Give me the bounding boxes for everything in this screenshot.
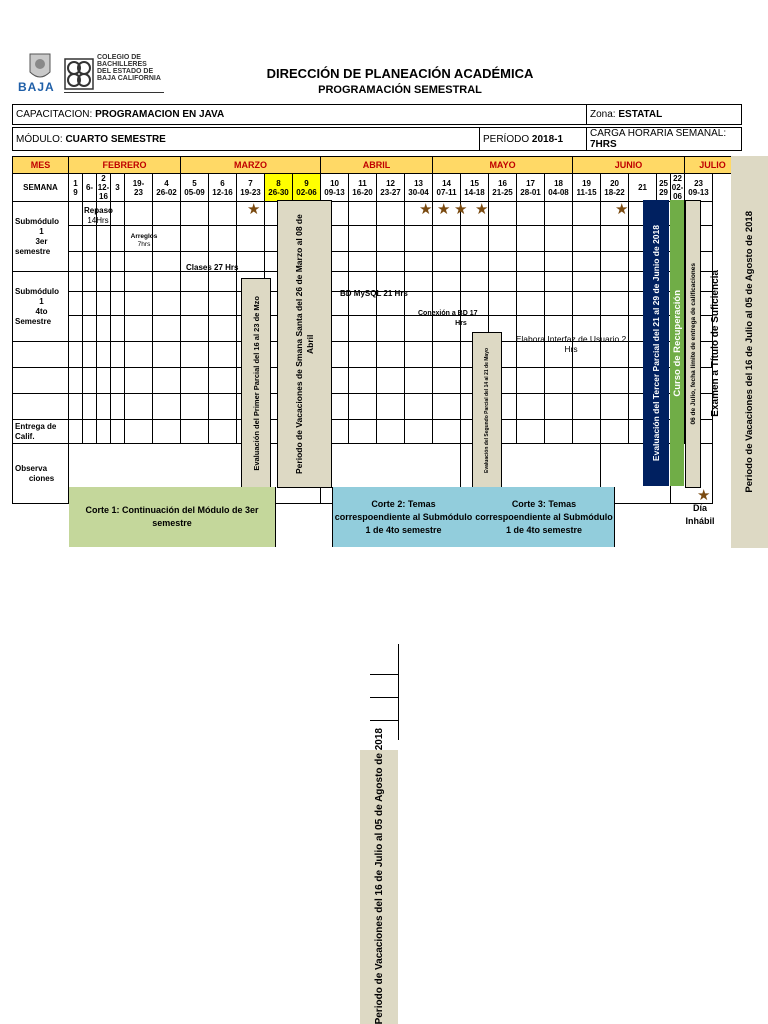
grid-cell xyxy=(83,316,97,342)
grid-cell xyxy=(545,202,573,226)
grid-cell xyxy=(517,202,545,226)
grid-cell xyxy=(181,394,209,420)
month-marzo: MARZO xyxy=(181,157,321,174)
grid-cell xyxy=(377,316,405,342)
grid-cell xyxy=(125,202,153,226)
grid-cell xyxy=(125,272,153,292)
grid-cell xyxy=(181,272,209,292)
grid-cell xyxy=(153,292,181,316)
eval-segundo-parcial: Evaluación del Segundo Parcial del 14 al 21 de Mayo xyxy=(472,332,502,488)
grid-cell xyxy=(573,292,601,316)
grid-cell xyxy=(181,420,209,444)
grid-cell xyxy=(489,202,517,226)
grid-cell xyxy=(405,368,433,394)
grid-cell xyxy=(349,394,377,420)
grid-cell xyxy=(377,420,405,444)
row-label-empty xyxy=(13,394,69,420)
grid-cell xyxy=(601,420,629,444)
grid-cell xyxy=(349,226,377,252)
week-cell: 20 18-22 xyxy=(601,174,629,202)
modulo-cell: MÓDULO: CUARTO SEMESTRE xyxy=(13,128,480,151)
curso-recuperacion: Curso de Recuperación xyxy=(670,200,684,486)
week-cell: 11 16-20 xyxy=(349,174,377,202)
eval-primer-parcial: Evaluación del Primer Parcial del 16 al 23 de Mzo xyxy=(241,278,271,488)
page-subtitle: PROGRAMACIÓN SEMESTRAL xyxy=(318,84,482,96)
grid-cell xyxy=(377,368,405,394)
examen-suficiencia: Examen a Título de Suficiencia xyxy=(709,269,721,417)
grid-cell xyxy=(209,368,237,394)
grid-cell xyxy=(573,394,601,420)
cobach-emblem-icon xyxy=(64,58,94,90)
mes-header: MES xyxy=(13,157,69,174)
grid-cell xyxy=(349,252,377,272)
week-cell: 1 9 xyxy=(69,174,83,202)
grid-cell xyxy=(433,394,461,420)
vacaciones-verano-page2: Periodo de Vacaciones del 16 de Julio al 05 de Agosto de 2018 xyxy=(360,750,398,1024)
grid-cell xyxy=(153,272,181,292)
corte-2: Corte 2: Temas correspoendiente al Submódulo 1 de 4to semestre xyxy=(332,487,475,547)
row-label-obs: Observa ciones xyxy=(13,444,69,504)
week-cell: 15 14-18 xyxy=(461,174,489,202)
grid-cell xyxy=(153,202,181,226)
grid-cell xyxy=(405,226,433,252)
grid-cell xyxy=(209,316,237,342)
grid-cell xyxy=(69,226,83,252)
grid-cell xyxy=(69,272,83,292)
grid-cell xyxy=(377,226,405,252)
grid-cell xyxy=(517,394,545,420)
grid-cell xyxy=(545,226,573,252)
grid-cell xyxy=(97,342,111,368)
grid-cell xyxy=(517,420,545,444)
week-cell: 23 09-13 xyxy=(685,174,713,202)
interfaz-label: Elabora Interfaz de Usuario 2 Hrs xyxy=(515,334,627,354)
grid-cell xyxy=(153,252,181,272)
grid-cell xyxy=(153,316,181,342)
page-title: DIRECCIÓN DE PLANEACIÓN ACADÉMICA xyxy=(266,66,534,81)
week-cell: 9 02-06 xyxy=(293,174,321,202)
grid-cell xyxy=(97,394,111,420)
grid-cell xyxy=(489,252,517,272)
week-cell: 4 26-02 xyxy=(153,174,181,202)
grid-cell xyxy=(349,368,377,394)
week-cell: 2 12-16 xyxy=(97,174,110,201)
bd-mysql-label: BD MySQL 21 Hrs xyxy=(340,289,408,298)
month-mayo: MAYO xyxy=(433,157,573,174)
month-abril: ABRIL xyxy=(321,157,433,174)
grid-cell xyxy=(573,368,601,394)
corte-3: Corte 3: Temas correspoendiente al Submódulo 1 de 4to semestre xyxy=(474,487,615,547)
logo-text: COLEGIO DE BACHILLERES DEL ESTADO DE BAJA CALIFORNIA xyxy=(97,54,161,82)
grid-cell xyxy=(545,252,573,272)
star-icon: ★ xyxy=(437,201,451,218)
grid-cell xyxy=(545,420,573,444)
grid-cell xyxy=(181,202,209,226)
week-cell: 19 11-15 xyxy=(573,174,601,202)
grid-cell xyxy=(517,252,545,272)
grid-cell xyxy=(69,394,83,420)
grid-cell xyxy=(111,226,125,252)
grid-cell xyxy=(405,252,433,272)
grid-cell xyxy=(349,420,377,444)
grid-cell xyxy=(489,272,517,292)
grid-cell xyxy=(125,420,153,444)
week-cell: 25 29 xyxy=(657,174,671,202)
month-febrero: FEBRERO xyxy=(69,157,181,174)
grid-cell xyxy=(69,252,83,272)
grid-cell xyxy=(125,394,153,420)
star-icon: ★ xyxy=(475,201,489,218)
week-cell: 21 xyxy=(629,174,657,202)
arreglos-label: Arreglos 7hrs xyxy=(130,233,158,248)
grid-cell xyxy=(83,342,97,368)
week-cell: 14 07-11 xyxy=(433,174,461,202)
grid-cell xyxy=(83,420,97,444)
grid-cell xyxy=(111,252,125,272)
grid-cell xyxy=(83,272,97,292)
conexion-label: Conexión a BD 17 Hrs xyxy=(418,310,478,327)
grid-cell xyxy=(111,420,125,444)
grid-cell xyxy=(545,394,573,420)
star-icon: ★ xyxy=(697,487,711,504)
grid-cell xyxy=(97,226,111,252)
grid-cell xyxy=(111,316,125,342)
month-julio: JULIO xyxy=(685,157,741,174)
grid-cell xyxy=(377,394,405,420)
star-icon: ★ xyxy=(419,201,433,218)
grid-cell xyxy=(97,272,111,292)
grid-cell xyxy=(377,342,405,368)
row-label-sub4: Submódulo 1 4to Semestre xyxy=(13,272,69,342)
grid-cell xyxy=(209,226,237,252)
grid-cell xyxy=(125,252,153,272)
grid-cell xyxy=(125,316,153,342)
grid-cell xyxy=(461,252,489,272)
grid-cell xyxy=(433,420,461,444)
grid-cell xyxy=(181,342,209,368)
grid-cell xyxy=(209,292,237,316)
week-cell: 5 05-09 xyxy=(181,174,209,202)
grid-cell xyxy=(125,292,153,316)
grid-cell xyxy=(209,342,237,368)
capacitacion-cell: CAPACITACION: PROGRAMACION EN JAVA xyxy=(13,105,587,125)
grid-cell xyxy=(111,272,125,292)
month-junio: JUNIO xyxy=(573,157,685,174)
grid-cell xyxy=(111,368,125,394)
grid-cell xyxy=(153,368,181,394)
grid-cell xyxy=(125,342,153,368)
grid-cell xyxy=(489,226,517,252)
schedule-grid xyxy=(12,156,741,504)
grid-cell xyxy=(83,226,97,252)
grid-cell xyxy=(69,420,83,444)
grid-cell xyxy=(181,226,209,252)
grid-cell xyxy=(153,394,181,420)
week-cell: 16 21-25 xyxy=(489,174,517,202)
grid-cell xyxy=(69,202,83,226)
grid-cell xyxy=(405,394,433,420)
grid-cell xyxy=(601,226,629,252)
grid-cell xyxy=(601,368,629,394)
info-table xyxy=(12,104,742,125)
week-cell: 6 12-16 xyxy=(209,174,237,202)
info-table-2 xyxy=(12,127,742,151)
semana-header: SEMANA xyxy=(13,174,69,202)
grid-cell xyxy=(69,342,83,368)
grid-cell xyxy=(433,368,461,394)
grid-cell xyxy=(433,272,461,292)
week-cell: 8 26-30 xyxy=(265,174,293,202)
repaso-label: Repaso 14Hrs xyxy=(84,206,113,225)
carga-cell: CARGA HORARIA SEMANAL: 7HRS xyxy=(587,128,742,151)
grid-cell xyxy=(209,202,237,226)
week-cell: 3 xyxy=(111,174,125,202)
grid-cell xyxy=(573,226,601,252)
grid-cell xyxy=(111,394,125,420)
row-label-empty xyxy=(13,368,69,394)
grid-cell xyxy=(83,292,97,316)
fecha-limite: 06 de Julio, fecha límite de entrega de calificaciones xyxy=(685,200,701,488)
grid-cell xyxy=(433,342,461,368)
logo-divider xyxy=(64,92,164,93)
grid-cell xyxy=(601,394,629,420)
grid-cell xyxy=(377,202,405,226)
grid-cell xyxy=(97,420,111,444)
grid-cell xyxy=(209,394,237,420)
grid-cell xyxy=(69,316,83,342)
grid-cell xyxy=(573,252,601,272)
brand-baja: BAJA xyxy=(18,80,55,94)
eval-tercer-parcial: Evaluación del Tercer Parcial del 21 al 29 de Junio de 2018 xyxy=(643,200,669,486)
grid-cell xyxy=(517,272,545,292)
grid-cell xyxy=(69,292,83,316)
grid-cell xyxy=(405,342,433,368)
grid-cell xyxy=(153,420,181,444)
grid-cell xyxy=(83,394,97,420)
logo xyxy=(16,50,64,94)
grid-cell xyxy=(573,272,601,292)
grid-cell xyxy=(83,252,97,272)
week-cell: 13 30-04 xyxy=(405,174,433,202)
grid-cell xyxy=(517,226,545,252)
grid-cell xyxy=(517,292,545,316)
clases-label: Clases 27 Hrs xyxy=(186,263,239,272)
week-cell: 22 02-06 xyxy=(671,174,684,201)
grid-cell xyxy=(433,252,461,272)
grid-cell xyxy=(349,316,377,342)
grid-cell xyxy=(125,368,153,394)
grid-cell xyxy=(111,342,125,368)
week-cell: 17 28-01 xyxy=(517,174,545,202)
grid-cell xyxy=(601,252,629,272)
grid-cell xyxy=(545,368,573,394)
grid-cell xyxy=(349,202,377,226)
grid-cell xyxy=(97,292,111,316)
row-label-entrega: Entrega de Calif. xyxy=(13,420,69,444)
grid-cell xyxy=(181,292,209,316)
grid-cell xyxy=(377,252,405,272)
zona-cell: Zona: ESTATAL xyxy=(587,105,742,125)
vacaciones-semana-santa: Periodo de Vacaciones de Smana Santa del 26 de Marzo al 08 de Abril xyxy=(277,200,332,488)
grid-cell xyxy=(545,272,573,292)
week-cell: 10 09-13 xyxy=(321,174,349,202)
grid-cell xyxy=(573,202,601,226)
grid-cell xyxy=(461,226,489,252)
grid-cell xyxy=(545,292,573,316)
grid-cell xyxy=(97,252,111,272)
grid-cell xyxy=(405,420,433,444)
week-cell: 19- 23 xyxy=(125,174,153,202)
grid-cell xyxy=(83,368,97,394)
grid-cell xyxy=(461,272,489,292)
week-cell: 12 23-27 xyxy=(377,174,405,202)
grid-cell xyxy=(517,368,545,394)
grid-cell xyxy=(181,368,209,394)
row-label-sub3: Submódulo 1 3er semestre xyxy=(13,202,69,272)
row-label-empty xyxy=(13,342,69,368)
grid-cell xyxy=(237,226,265,252)
grid-cell xyxy=(601,272,629,292)
grid-cell xyxy=(181,316,209,342)
week-cell: 6- xyxy=(83,174,97,202)
grid-cell xyxy=(601,292,629,316)
grid-cell xyxy=(153,342,181,368)
grid-cell xyxy=(111,292,125,316)
grid-cell xyxy=(209,272,237,292)
grid-cell xyxy=(573,420,601,444)
periodo-cell: PERÍODO 2018-1 xyxy=(480,128,587,151)
week-cell: 7 19-23 xyxy=(237,174,265,202)
grid-cell xyxy=(209,420,237,444)
corte-1: Corte 1: Continuación del Módulo de 3er semestre xyxy=(69,487,276,547)
grid-cell xyxy=(97,316,111,342)
vacaciones-verano: Periodo de Vacaciones del 16 de Julio al 05 de Agosto de 2018 xyxy=(731,156,768,548)
grid-cell xyxy=(349,342,377,368)
dia-inhabil: Día Inhábil xyxy=(685,503,715,526)
page2-grid-fragment xyxy=(370,644,399,740)
grid-cell xyxy=(69,368,83,394)
star-icon: ★ xyxy=(454,201,468,218)
grid-cell xyxy=(433,226,461,252)
star-icon: ★ xyxy=(247,201,261,218)
week-cell: 18 04-08 xyxy=(545,174,573,202)
star-icon: ★ xyxy=(615,201,629,218)
grid-cell xyxy=(97,368,111,394)
